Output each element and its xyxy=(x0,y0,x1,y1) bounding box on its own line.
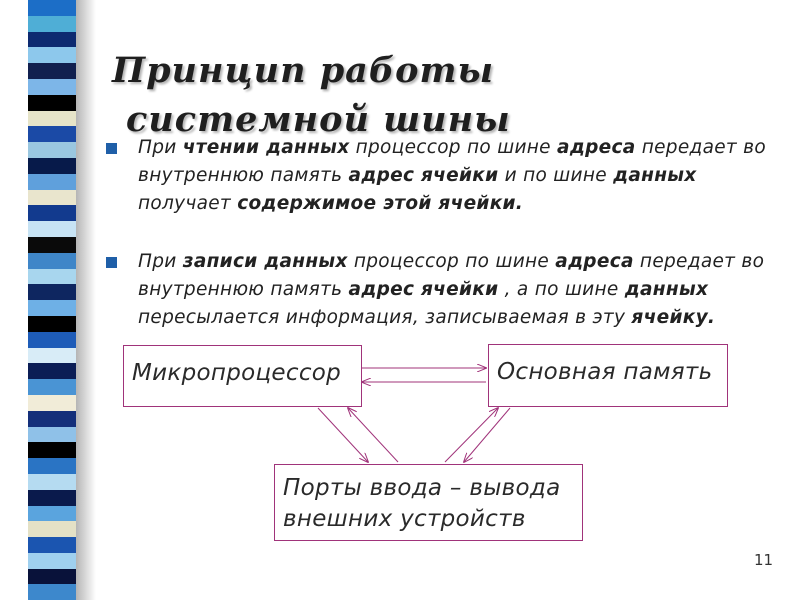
memory-label: Основная память xyxy=(497,359,713,385)
bullet-text: передает во внутреннюю память xyxy=(138,251,765,300)
bullet-text: получает xyxy=(138,193,238,214)
bullet-text: и по шине xyxy=(498,165,614,186)
io-label-line-1: Порты ввода – вывода xyxy=(283,475,561,501)
bullet-emphasis: адреса xyxy=(555,251,634,272)
bullet-emphasis: данных xyxy=(624,279,709,300)
bullet-emphasis: чтении данных xyxy=(182,137,350,158)
bullet-text: , а по шине xyxy=(498,279,625,300)
bullet-emphasis: адреса xyxy=(557,137,636,158)
cpu-label: Микропроцессор xyxy=(132,360,342,386)
slide-title-line-2: системной шины xyxy=(126,99,511,140)
io-label-line-2: внешних устройств xyxy=(283,506,526,532)
arrow-io-to-cpu xyxy=(348,408,398,462)
bullet-text: При xyxy=(138,137,183,158)
bullet-text: пересылается информация, записываемая в эту xyxy=(138,307,632,328)
bullet-emphasis: записи данных xyxy=(182,251,348,272)
bullet-emphasis: данных xyxy=(613,165,697,186)
bullet-text: При xyxy=(138,251,183,272)
arrow-cpu-to-io xyxy=(318,408,368,462)
bullet-emphasis: адрес ячейки xyxy=(348,279,499,300)
bullet-text: процессор по шине xyxy=(349,137,558,158)
bullet-emphasis: содержимое этой ячейки. xyxy=(237,193,524,214)
bullet-text: процессор по шине xyxy=(347,251,556,272)
page-number: 11 xyxy=(754,551,774,569)
slide-title-line-1: Принцип работы xyxy=(112,50,495,91)
bullet-emphasis: адрес ячейки xyxy=(348,165,499,186)
bullet-text: передает во внутреннюю память xyxy=(138,137,766,186)
bullet-emphasis: ячейку. xyxy=(631,307,716,328)
